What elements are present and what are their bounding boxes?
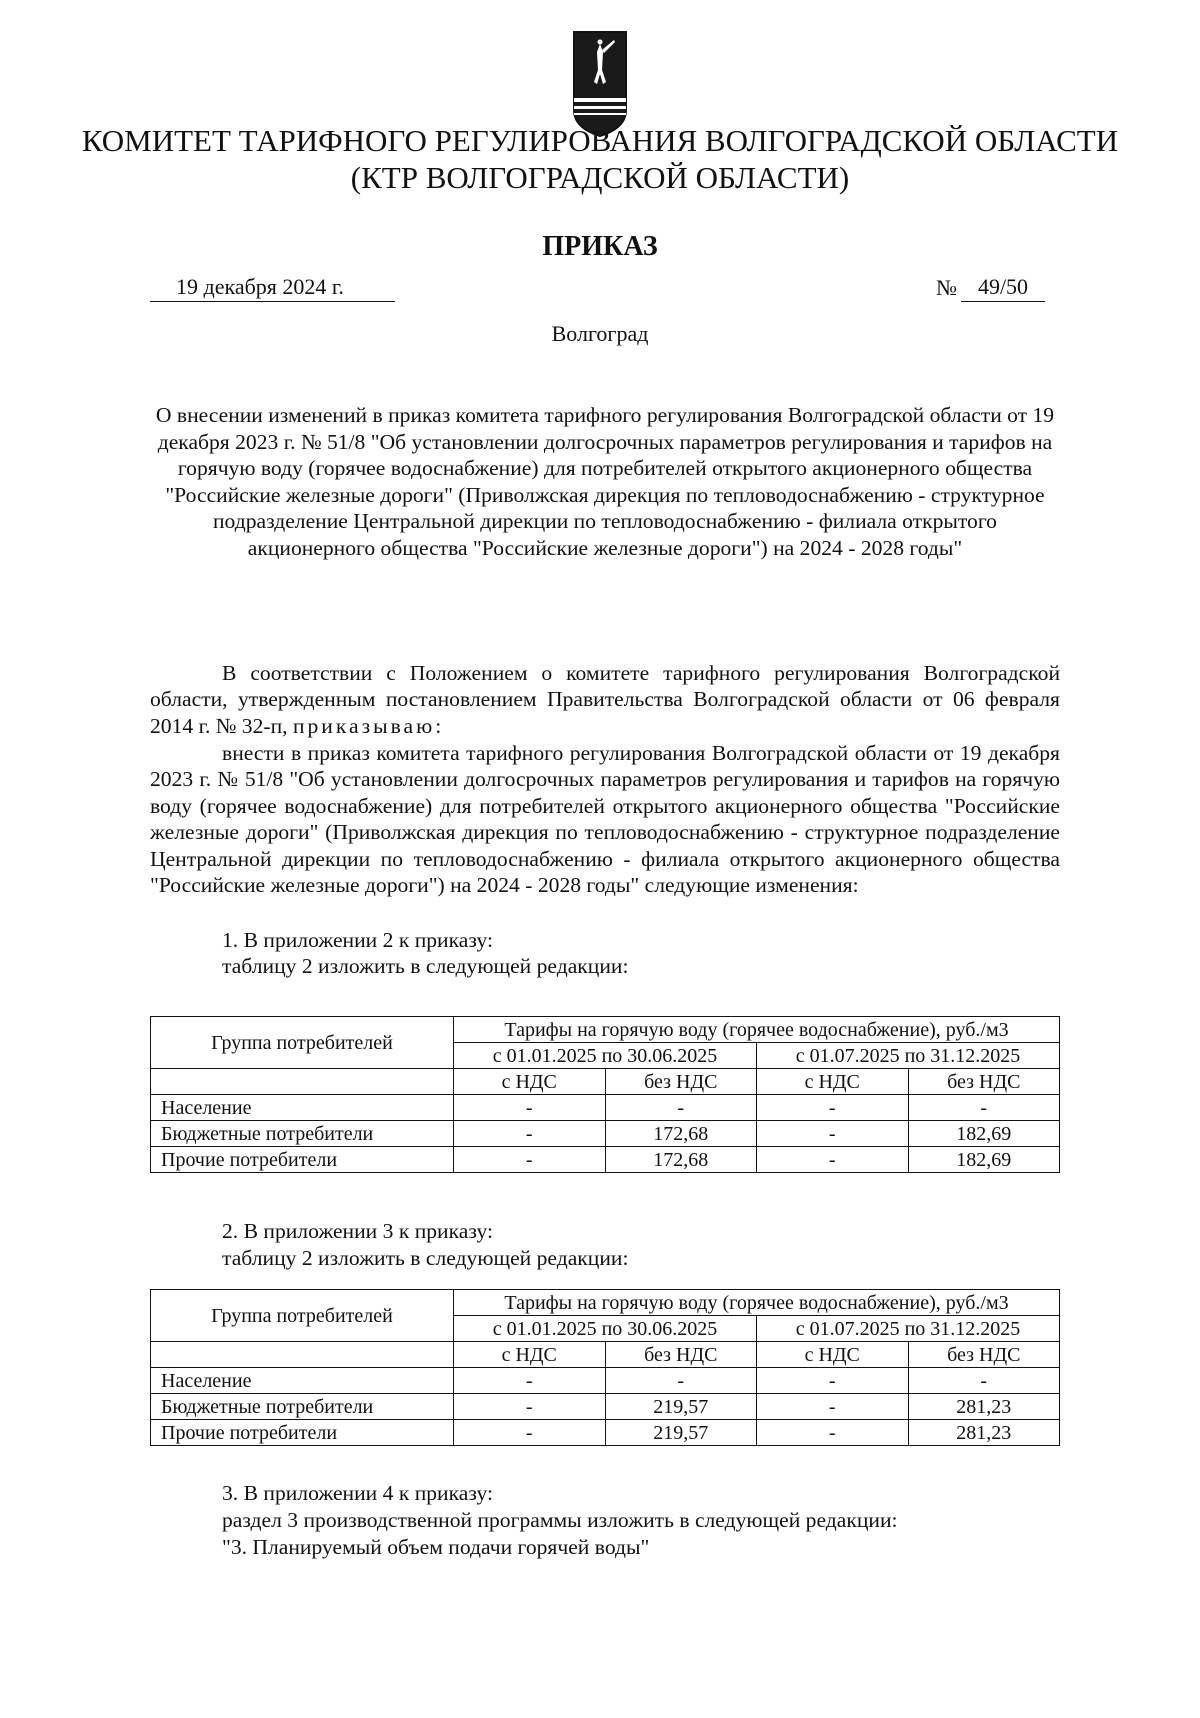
preamble-paragraph [150, 660, 1060, 739]
header-group: Группа потребителей [151, 1290, 454, 1342]
row-name: Население [151, 1368, 454, 1394]
item-3-heading: 3. В приложении 4 к приказу: [222, 1481, 493, 1505]
cell: - [908, 1368, 1060, 1394]
cell: 219,57 [605, 1394, 757, 1420]
cell: 182,69 [908, 1147, 1060, 1173]
cell: - [757, 1121, 909, 1147]
committee-abbreviation: (КТР ВОЛГОГРАДСКОЙ ОБЛАСТИ) [350, 160, 850, 195]
header-group: Группа потребителей [151, 1017, 454, 1069]
header-empty [151, 1342, 454, 1368]
header-with-vat: с НДС [454, 1342, 606, 1368]
row-name: Бюджетные потребители [151, 1121, 454, 1147]
header-with-vat: с НДС [757, 1069, 909, 1095]
header-with-vat: с НДС [757, 1342, 909, 1368]
table-row [151, 1121, 1060, 1147]
cell: - [454, 1394, 606, 1420]
item-3-quote: "3. Планируемый объем подачи горячей воды" [222, 1535, 650, 1559]
row-name: Население [151, 1095, 454, 1121]
item-1-heading: 1. В приложении 2 к приказу: [222, 928, 493, 952]
header-without-vat: без НДС [605, 1342, 757, 1368]
row-name: Прочие потребители [151, 1420, 454, 1446]
header-period-1: с 01.01.2025 по 30.06.2025 [454, 1316, 757, 1342]
order-subject: О внесении изменений в приказ комитета тарифного регулирования Волгоградской области от 19 декабря 2023 г. № 51/8 "Об установлении долгосрочных параметров регулирования и тарифов на горячую воду (горячее водоснабжение) для потребителей открытого акционерного общества "Российские железные дороги" (Приволжская дирекция по тепловодоснабжению - структурное подразделение Центральной дирекции по тепловодоснабжению - филиала открытого акционерного общества "Российские железные дороги") на 2024 - 2028 годы" [155, 403, 1055, 560]
header-without-vat: без НДС [908, 1069, 1060, 1095]
row-name: Бюджетные потребители [151, 1394, 454, 1420]
header-without-vat: без НДС [605, 1069, 757, 1095]
cell: - [757, 1420, 909, 1446]
cell: - [454, 1121, 606, 1147]
item-2-subheading: таблицу 2 изложить в следующей редакции: [222, 1246, 629, 1270]
cell: - [605, 1095, 757, 1121]
header-with-vat: с НДС [454, 1069, 606, 1095]
cell: - [454, 1095, 606, 1121]
item-1-subheading: таблицу 2 изложить в следующей редакции: [222, 954, 629, 978]
amendment-paragraph: внести в приказ комитета тарифного регулирования Волгоградской области от 19 декабря 2023 г. № 51/8 "Об установлении долгосрочных параметров регулирования и тарифов на горячую воду (горячее водоснабжение) для потребителей открытого акционерного общества "Российские железные дороги" (Приволжская дирекция по тепловодоснабжению - структурное подразделение Центральной дирекции по тепловодоснабжению - филиала открытого акционерного общества "Российские железные дороги") на 2024 - 2028 годы" следующие изменения: [150, 741, 1060, 898]
cell: 172,68 [605, 1121, 757, 1147]
cell: 281,23 [908, 1394, 1060, 1420]
cell: 219,57 [605, 1420, 757, 1446]
cell: - [454, 1147, 606, 1173]
table-row [151, 1368, 1060, 1394]
order-verb: приказываю: [292, 713, 445, 738]
header-tariffs: Тарифы на горячую воду (горячее водоснабжение), руб./м3 [454, 1017, 1060, 1043]
number-sign: № [936, 275, 957, 300]
table-row [151, 1095, 1060, 1121]
cell: 182,69 [908, 1121, 1060, 1147]
cell: - [757, 1147, 909, 1173]
preamble-text: В соответствии с Положением о комитете тарифного регулирования Волгоградской области, утвержденным постановлением Правительства Волгоградской области от 06 февраля 2014 г. № 32-п, [150, 661, 1060, 738]
committee-name: КОМИТЕТ ТАРИФНОГО РЕГУЛИРОВАНИЯ ВОЛГОГРАДСКОЙ ОБЛАСТИ [81, 123, 1119, 158]
order-date: 19 декабря 2024 г. [150, 273, 395, 302]
header-empty [151, 1069, 454, 1095]
header-tariffs: Тарифы на горячую воду (горячее водоснабжение), руб./м3 [454, 1290, 1060, 1316]
table-row [151, 1394, 1060, 1420]
header-without-vat: без НДС [908, 1342, 1060, 1368]
table-row [151, 1420, 1060, 1446]
order-number-block [936, 273, 1045, 302]
table-row [151, 1147, 1060, 1173]
cell: - [757, 1394, 909, 1420]
item-3-subheading: раздел 3 производственной программы изложить в следующей редакции: [222, 1508, 898, 1532]
cell: - [454, 1368, 606, 1394]
cell: - [454, 1420, 606, 1446]
city: Волгоград [551, 321, 649, 346]
cell: 281,23 [908, 1420, 1060, 1446]
cell: - [757, 1368, 909, 1394]
header-period-1: с 01.01.2025 по 30.06.2025 [454, 1043, 757, 1069]
tariff-table-2 [150, 1289, 1060, 1446]
item-2-heading: 2. В приложении 3 к приказу: [222, 1219, 493, 1243]
cell: - [757, 1095, 909, 1121]
cell: - [605, 1368, 757, 1394]
row-name: Прочие потребители [151, 1147, 454, 1173]
cell: - [908, 1095, 1060, 1121]
cell: 172,68 [605, 1147, 757, 1173]
order-title: ПРИКАЗ [542, 231, 658, 262]
tariff-table-1 [150, 1016, 1060, 1173]
header-period-2: с 01.07.2025 по 31.12.2025 [757, 1043, 1060, 1069]
header-period-2: с 01.07.2025 по 31.12.2025 [757, 1316, 1060, 1342]
order-number: 49/50 [961, 273, 1045, 302]
